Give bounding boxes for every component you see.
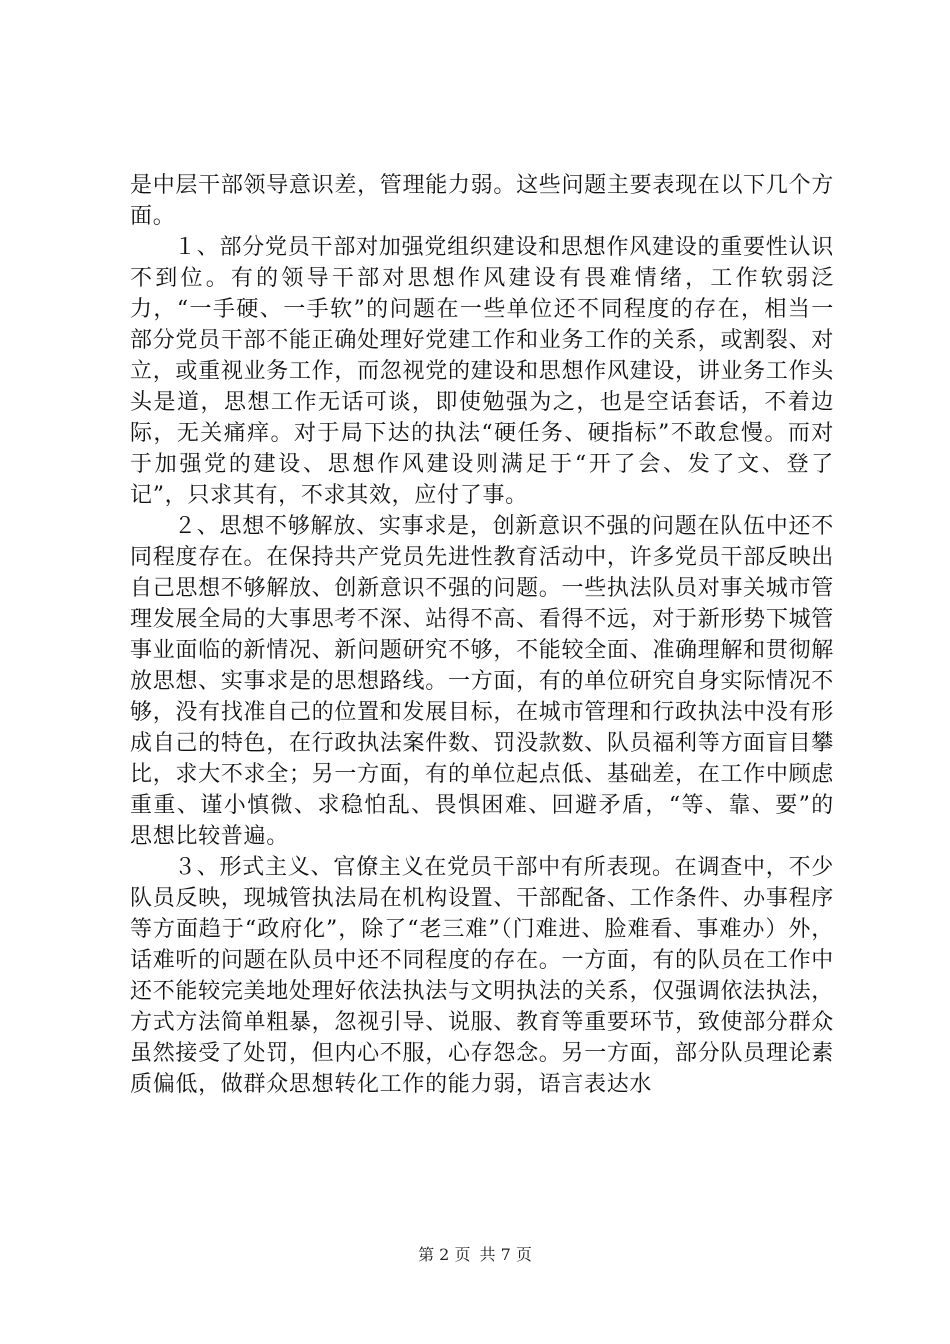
- document-body: [130, 170, 834, 1100]
- page-number-total: 共 7 页: [479, 1245, 532, 1264]
- paragraph-point-1: １、部分党员干部对加强党组织建设和思想作风建设的重要性认识不到位。有的领导干部对思想作风建设有畏难情绪，工作软弱泛力，“一手硬、一手软”的问题在一些单位还不同程度的存在，相当一部分党员干部不能正确处理好党建工作和业务工作的关系，或割裂、对立，或重视业务工作，而忽视党的建设和思想作风建设，讲业务工作头头是道，思想工作无话可谈，即使勉强为之，也是空话套话，不着边际，无关痛痒。对于局下达的执法“硬任务、硬指标”不敢怠慢。而对于加强党的建设、思想作风建设则满足于“开了会、发了文、登了记”，只求其有，不求其效，应付了事。: [130, 235, 834, 508]
- paragraph-continuation: 是中层干部领导意识差，管理能力弱。这些问题主要表现在以下几个方面。: [130, 173, 834, 229]
- paragraph-point-3: ３、形式主义、官僚主义在党员干部中有所表现。在调查中，不少队员反映，现城管执法局在机构设置、干部配备、工作条件、办事程序等方面趋于“政府化”，除了“老三难”（门难进、脸难看、事难办）外，话难听的问题在队员中还不同程度的存在。一方面，有的队员在工作中还不能较完美地处理好依法执法与文明执法的关系，仅强调依法执法，方式方法简单粗暴，忽视引导、说服、教育等重要环节，致使部分群众虽然接受了处罚，但内心不服，心存怨念。另一方面，部分队员理论素质偏低，做群众思想转化工作的能力弱，语言表达水: [130, 855, 834, 1097]
- page-footer: [0, 1244, 950, 1266]
- paragraph-point-2: ２、思想不够解放、实事求是，创新意识不强的问题在队伍中还不同程度存在。在保持共产党员先进性教育活动中，许多党员干部反映出自己思想不够解放、创新意识不强的问题。一些执法队员对事关城市管理发展全局的大事思考不深、站得不高、看得不远，对于新形势下城管事业面临的新情况、新问题研究不够，不能较全面、准确理解和贯彻解放思想、实事求是的思想路线。一方面，有的单位研究自身实际情况不够，没有找准自己的位置和发展目标，在城市管理和行政执法中没有形成自己的特色，在行政执法案件数、罚没款数、队员福利等方面盲目攀比，求大不求全；另一方面，有的单位起点低、基础差，在工作中顾虑重重、谨小慎微、求稳怕乱、畏惧困难、回避矛盾，“等、靠、要”的思想比较普遍。: [130, 514, 834, 849]
- page-number-current: 第 2 页: [418, 1245, 471, 1264]
